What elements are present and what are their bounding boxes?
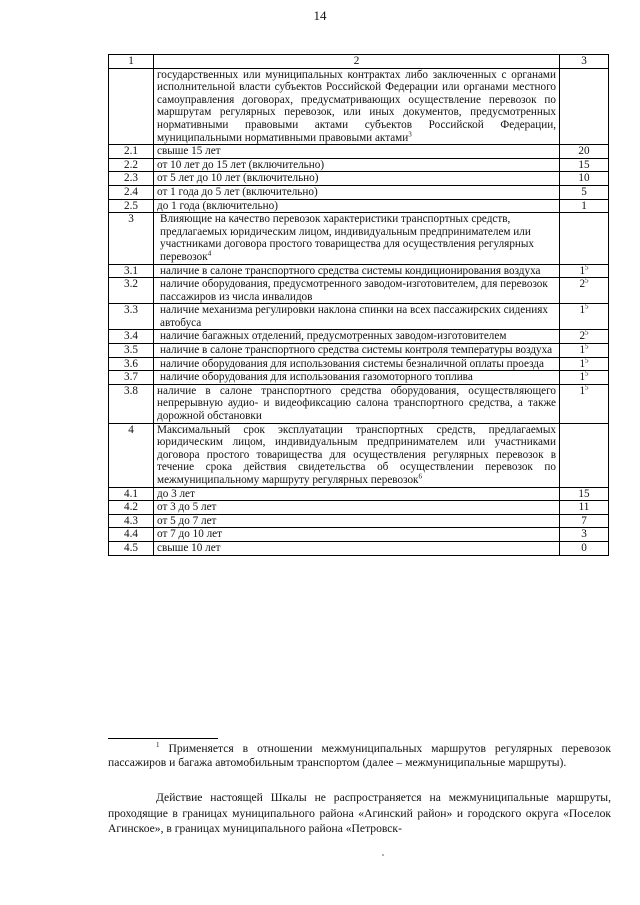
row-footnote-marker: 4	[207, 249, 212, 258]
row-criterion	[154, 423, 560, 487]
table-row	[109, 199, 609, 213]
row-number: 2.2	[109, 158, 154, 172]
row-criterion	[154, 330, 560, 344]
row-criterion	[154, 145, 560, 159]
row-criterion	[154, 514, 560, 528]
table-row	[109, 344, 609, 358]
row-number: 3.8	[109, 384, 154, 423]
row-criterion	[154, 278, 560, 304]
row-points-value: 2	[579, 330, 586, 343]
footnote	[108, 742, 611, 769]
row-points-value: 15	[578, 158, 590, 171]
row-number: 4	[109, 423, 154, 487]
table-row	[109, 213, 609, 264]
table-row	[109, 278, 609, 304]
row-criterion	[154, 357, 560, 371]
row-criterion-text: до 3 лет	[157, 487, 195, 500]
row-criterion-text: наличие оборудования для использования газомоторного топлива	[160, 371, 473, 384]
row-points	[560, 344, 609, 358]
row-points-value: 10	[578, 172, 590, 185]
row-points	[560, 357, 609, 371]
row-points-value: 20	[578, 145, 590, 158]
row-points	[560, 487, 609, 501]
row-points	[560, 172, 609, 186]
row-criterion-text: от 10 лет до 15 лет (включительно)	[157, 158, 325, 171]
row-points-footnote-marker: 5	[585, 369, 589, 378]
table-row	[109, 541, 609, 555]
row-points-footnote-marker: 5	[585, 342, 589, 351]
row-number: 3.5	[109, 344, 154, 358]
row-points-value: 3	[581, 528, 587, 541]
row-number	[109, 68, 154, 145]
row-criterion	[154, 264, 560, 278]
row-number: 4.1	[109, 487, 154, 501]
row-footnote-marker: 6	[418, 472, 422, 481]
row-points-footnote-marker: 5	[585, 328, 589, 337]
row-points	[560, 371, 609, 385]
table-row	[109, 68, 609, 145]
row-criterion	[154, 185, 560, 199]
row-points-value: 1	[579, 344, 586, 357]
table-row	[109, 304, 609, 330]
footnote-text: Применяется в отношении межмуниципальных маршрутов регулярных перевозок пассажиров и багажа автомобильным транспортом (далее – межмуниципальные маршруты).	[108, 742, 611, 769]
table-row	[109, 185, 609, 199]
row-number: 2.4	[109, 185, 154, 199]
row-points-value: 1	[579, 384, 586, 397]
row-points-footnote-marker: 5	[585, 276, 589, 285]
row-criterion	[154, 528, 560, 542]
evaluation-scale-table	[108, 54, 609, 556]
row-points	[560, 278, 609, 304]
row-criterion-text: до 1 года (включительно)	[157, 199, 278, 212]
row-criterion-text: от 1 года до 5 лет (включительно)	[157, 185, 318, 198]
row-points	[560, 264, 609, 278]
row-number: 3.7	[109, 371, 154, 385]
table-body	[109, 68, 609, 555]
row-points	[560, 304, 609, 330]
row-criterion-text: от 5 лет до 10 лет (включительно)	[157, 172, 319, 185]
row-points	[560, 514, 609, 528]
row-criterion-text: наличие в салоне транспортного средства оборудования, осуществляющего непрерывную аудио- и видеофиксацию салона транспортного средства, а также дорожной обстановки	[157, 384, 556, 423]
row-points	[560, 213, 609, 264]
table-row	[109, 357, 609, 371]
row-points-footnote-marker: 5	[585, 383, 589, 392]
page-number: 14	[313, 8, 327, 23]
row-points	[560, 528, 609, 542]
row-criterion	[154, 344, 560, 358]
row-points-footnote-marker: 5	[585, 302, 589, 311]
table-row	[109, 514, 609, 528]
row-criterion-text: Влияющие на качество перевозок характеристики транспортных средств, предлагаемых юридическим лицом, индивидуальным предпринимателем или участниками договора простого товарищества для осуществления регулярных перевозок	[160, 213, 535, 263]
row-criterion-text: государственных или муниципальных контрактах либо заключенных с органами исполнительной власти субъектов Российской Федерации или органами местного самоуправления договорах, предусматривающих осуществление перевозок по маршрутам регулярных перевозок, или иных документов, предусмотренных нормативными правовыми актами субъектов Российской Федерации, муниципальными нормативными правовыми актами	[157, 68, 556, 144]
row-criterion-text: от 7 до 10 лет	[157, 528, 223, 541]
row-points-value: 5	[581, 185, 587, 198]
row-points-value: 11	[578, 501, 590, 514]
row-points-value: 0	[581, 541, 587, 554]
row-points-footnote-marker: 5	[585, 355, 589, 364]
row-criterion	[154, 158, 560, 172]
row-number: 2.1	[109, 145, 154, 159]
row-number: 3	[109, 213, 154, 264]
row-points-value: 1	[579, 357, 586, 370]
row-criterion-text: наличие механизма регулировки наклона спинки на всех пассажирских сидениях автобуса	[160, 304, 548, 329]
row-criterion-text: наличие багажных отделений, предусмотренных заводом-изготовителем	[160, 330, 507, 343]
row-criterion	[154, 384, 560, 423]
row-points-value: 2	[579, 278, 586, 291]
row-number: 3.6	[109, 357, 154, 371]
row-number: 3.3	[109, 304, 154, 330]
row-criterion-text: от 5 до 7 лет	[157, 514, 217, 527]
row-criterion-text: свыше 15 лет	[157, 145, 221, 158]
footnote-separator	[108, 738, 218, 739]
row-points	[560, 384, 609, 423]
row-points	[560, 199, 609, 213]
row-criterion	[154, 68, 560, 145]
row-number: 4.4	[109, 528, 154, 542]
row-points-value: 1	[579, 264, 586, 277]
row-criterion	[154, 213, 560, 264]
table-row	[109, 384, 609, 423]
row-points-value: 1	[579, 304, 586, 317]
row-criterion-text: от 3 до 5 лет	[157, 501, 217, 514]
table-row	[109, 487, 609, 501]
row-points-footnote-marker: 5	[585, 262, 589, 271]
row-number: 2.5	[109, 199, 154, 213]
row-criterion	[154, 541, 560, 555]
row-criterion-text: Максимальный срок эксплуатации транспортных средств, предлагаемых юридическим лицом, индивидуальным предпринимателем или участниками договора простого товарищества для осуществления регулярных перевозок в течение срока действия свидетельства об осуществлении перевозок по межмуниципальному маршруту регулярных перевозок	[157, 423, 556, 486]
row-points-value: 7	[581, 514, 587, 527]
table-row	[109, 501, 609, 515]
row-number: 3.1	[109, 264, 154, 278]
row-points	[560, 423, 609, 487]
row-points-value: 1	[581, 199, 587, 212]
row-number: 3.4	[109, 330, 154, 344]
table-row	[109, 145, 609, 159]
row-criterion-text: свыше 10 лет	[157, 541, 221, 554]
row-number: 4.2	[109, 501, 154, 515]
row-points	[560, 330, 609, 344]
row-points	[560, 158, 609, 172]
row-number: 4.3	[109, 514, 154, 528]
row-points	[560, 145, 609, 159]
row-criterion-text: наличие в салоне транспортного средства системы контроля температуры воздуха	[160, 344, 553, 357]
table-row	[109, 528, 609, 542]
table-row	[109, 330, 609, 344]
row-criterion	[154, 304, 560, 330]
row-points	[560, 185, 609, 199]
row-criterion	[154, 371, 560, 385]
row-footnote-marker: 3	[408, 129, 412, 138]
row-number: 2.3	[109, 172, 154, 186]
body-paragraph: Действие настоящей Шкалы не распространяется на межмуниципальные маршруты, проходящие в границах муниципального района «Агинский район» и городского округа «Поселок Агинское», в границах муниципального района «Петровск-	[108, 791, 611, 836]
row-criterion-text: наличие в салоне транспортного средства системы кондиционирования воздуха	[160, 264, 541, 277]
row-criterion	[154, 172, 560, 186]
table-row	[109, 264, 609, 278]
row-points	[560, 541, 609, 555]
row-criterion-text: наличие оборудования для использования системы безналичной оплаты проезда	[160, 357, 544, 370]
table-row	[109, 371, 609, 385]
row-points	[560, 501, 609, 515]
row-criterion	[154, 487, 560, 501]
row-criterion	[154, 199, 560, 213]
footnote-marker: 1	[156, 741, 160, 750]
header-col-2: 2	[154, 55, 560, 69]
table-row	[109, 172, 609, 186]
row-points	[560, 68, 609, 145]
row-criterion-text: наличие оборудования, предусмотренного заводом-изготовителем, для перевозок пассажиров из числа инвалидов	[160, 278, 548, 303]
table-row	[109, 423, 609, 487]
header-col-3: 3	[560, 55, 609, 69]
row-number: 3.2	[109, 278, 154, 304]
table-header-row	[109, 55, 609, 69]
row-points-value: 1	[579, 371, 586, 384]
table-row	[109, 158, 609, 172]
row-criterion	[154, 501, 560, 515]
row-number: 4.5	[109, 541, 154, 555]
scan-speck	[382, 854, 384, 856]
row-points-value: 15	[578, 487, 590, 500]
header-col-1: 1	[109, 55, 154, 69]
